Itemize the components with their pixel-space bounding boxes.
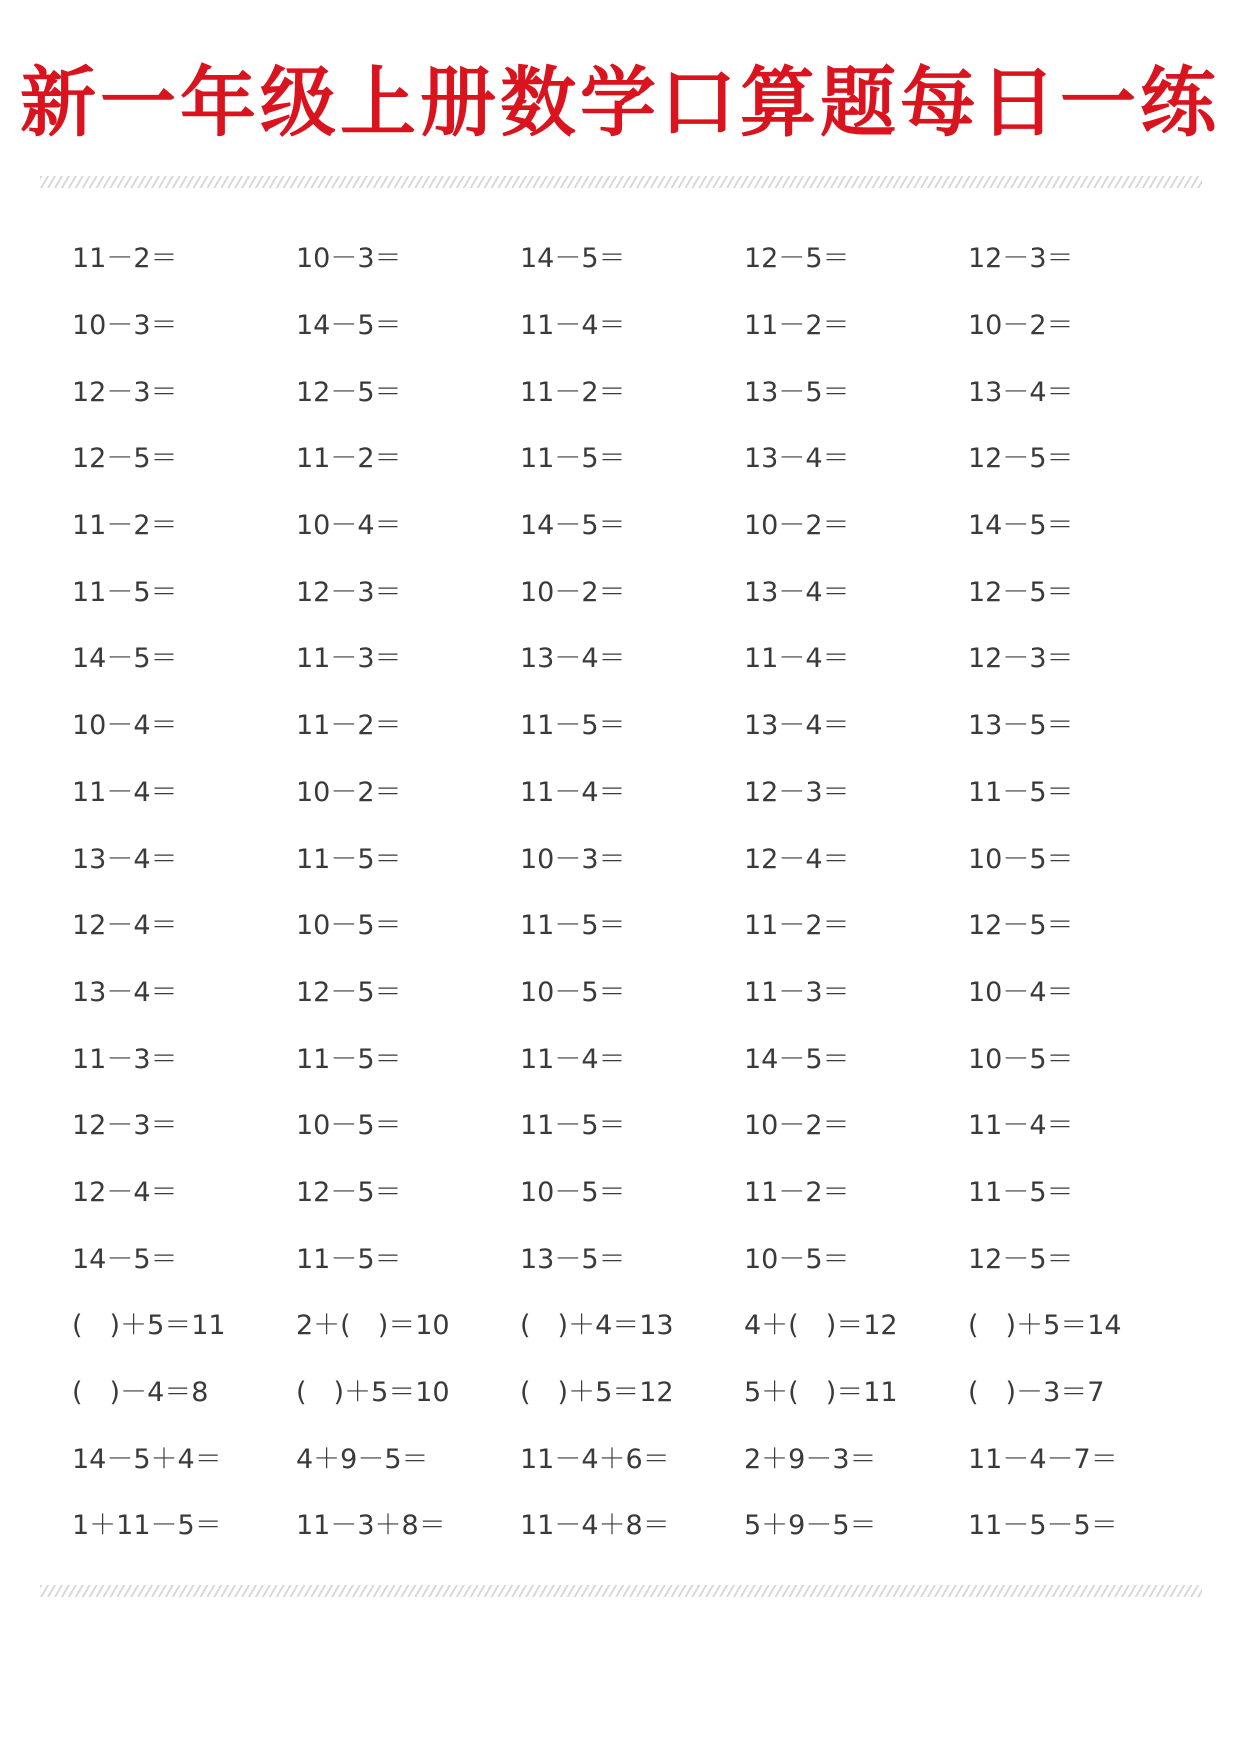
math-problem: 10－2＝ (520, 576, 626, 608)
problem-row (72, 826, 1192, 893)
math-problem: 10－5＝ (968, 843, 1074, 875)
math-problem: 11－2＝ (296, 443, 402, 475)
math-problem: 11－2＝ (744, 310, 850, 342)
math-problem: 14－5＝ (72, 1243, 178, 1275)
math-problem: 2＋( )＝10 (296, 1310, 450, 1342)
math-problem: 12－5＝ (296, 976, 402, 1008)
math-problem: 11－4＝ (520, 776, 626, 808)
math-problem: 11－5＝ (520, 443, 626, 475)
math-problem: 10－4＝ (72, 710, 178, 742)
problem-row (72, 1360, 1192, 1427)
math-problem: 13－4＝ (968, 376, 1074, 408)
math-problem: 12－5＝ (968, 443, 1074, 475)
problem-row (72, 493, 1192, 560)
top-divider (40, 176, 1202, 188)
problem-row (72, 226, 1192, 293)
page-title: 新一年级上册数学口算题每日一练 (20, 58, 1220, 147)
math-problem: 11－4＝ (520, 310, 626, 342)
problem-row (72, 1426, 1192, 1493)
bottom-divider (40, 1585, 1202, 1597)
math-problem: 5＋( )＝11 (744, 1377, 898, 1409)
math-problem: 11－2＝ (296, 710, 402, 742)
math-problem: 11－5＝ (968, 1176, 1074, 1208)
math-problem: 11－5＝ (968, 776, 1074, 808)
math-problem: 12－5＝ (296, 1176, 402, 1208)
math-problem: ( )－3＝7 (968, 1377, 1105, 1409)
math-problem: 11－2＝ (72, 510, 178, 542)
math-problem: 14－5＝ (520, 510, 626, 542)
math-problem: 11－4＋6＝ (520, 1443, 670, 1475)
math-problem: ( )＋5＝11 (72, 1310, 226, 1342)
math-problem: 10－5＝ (520, 976, 626, 1008)
math-problem: 10－3＝ (72, 310, 178, 342)
math-problem: 13－4＝ (744, 710, 850, 742)
math-problem: 10－2＝ (744, 1110, 850, 1142)
math-problem: 11－4＝ (744, 643, 850, 675)
math-problem: 10－5＝ (968, 1043, 1074, 1075)
math-problem: 10－5＝ (296, 910, 402, 942)
math-problem: 11－4－7＝ (968, 1443, 1118, 1475)
math-problem: 12－3＝ (744, 776, 850, 808)
math-problem: 12－5＝ (968, 1243, 1074, 1275)
math-problem: 12－3＝ (968, 243, 1074, 275)
math-problem: 14－5＝ (72, 643, 178, 675)
math-problem: 11－5＝ (520, 710, 626, 742)
math-problem: 10－2＝ (744, 510, 850, 542)
math-problem: 11－2＝ (744, 910, 850, 942)
math-problem: 13－4＝ (744, 576, 850, 608)
math-problem: 13－4＝ (744, 443, 850, 475)
problem-row (72, 1493, 1192, 1560)
math-problem: 11－5＝ (296, 1043, 402, 1075)
math-problem: 11－5－5＝ (968, 1510, 1118, 1542)
math-problem: 12－3＝ (72, 1110, 178, 1142)
math-problem: 11－5＝ (520, 910, 626, 942)
math-problem: 12－4＝ (72, 910, 178, 942)
problem-row (72, 359, 1192, 426)
math-problem: 14－5＝ (296, 310, 402, 342)
math-problem: 11－4＝ (968, 1110, 1074, 1142)
math-problem: 11－3＋8＝ (296, 1510, 446, 1542)
math-problem: ( )＋5＝10 (296, 1377, 450, 1409)
problem-grid (72, 226, 1192, 1560)
math-problem: 11－3＝ (72, 1043, 178, 1075)
math-problem: 11－4＋8＝ (520, 1510, 670, 1542)
math-problem: 12－3＝ (296, 576, 402, 608)
math-problem: 11－4＝ (72, 776, 178, 808)
math-problem: 12－5＝ (744, 243, 850, 275)
math-problem: 13－5＝ (968, 710, 1074, 742)
math-problem: 11－2＝ (72, 243, 178, 275)
problem-row (72, 293, 1192, 360)
math-problem: 10－5＝ (520, 1176, 626, 1208)
problem-row (72, 1093, 1192, 1160)
math-problem: 10－4＝ (296, 510, 402, 542)
math-problem: ( )＋5＝12 (520, 1377, 674, 1409)
math-problem: 10－5＝ (744, 1243, 850, 1275)
math-problem: 11－5＝ (72, 576, 178, 608)
math-problem: 11－5＝ (520, 1110, 626, 1142)
problem-row (72, 960, 1192, 1027)
problem-row (72, 426, 1192, 493)
math-problem: 1＋11－5＝ (72, 1510, 222, 1542)
math-problem: 13－5＝ (744, 376, 850, 408)
math-problem: 12－3＝ (72, 376, 178, 408)
math-problem: ( )＋4＝13 (520, 1310, 674, 1342)
math-problem: 10－5＝ (296, 1110, 402, 1142)
problem-row (72, 559, 1192, 626)
problem-row (72, 1160, 1192, 1227)
problem-row (72, 893, 1192, 960)
math-problem: 14－5＝ (968, 510, 1074, 542)
math-problem: 13－4＝ (72, 843, 178, 875)
problem-row (72, 1026, 1192, 1093)
math-problem: 12－5＝ (72, 443, 178, 475)
problem-row (72, 1293, 1192, 1360)
math-problem: 14－5＝ (520, 243, 626, 275)
math-problem: 10－4＝ (968, 976, 1074, 1008)
math-problem: 12－5＝ (968, 910, 1074, 942)
math-problem: 4＋9－5＝ (296, 1443, 429, 1475)
math-problem: 13－4＝ (520, 643, 626, 675)
math-problem: 12－5＝ (296, 376, 402, 408)
math-problem: 11－4＝ (520, 1043, 626, 1075)
problem-row (72, 1226, 1192, 1293)
math-problem: 12－5＝ (968, 576, 1074, 608)
math-problem: 11－2＝ (744, 1176, 850, 1208)
math-problem: 11－3＝ (296, 643, 402, 675)
math-problem: 10－3＝ (520, 843, 626, 875)
math-problem: ( )－4＝8 (72, 1377, 209, 1409)
math-problem: 12－3＝ (968, 643, 1074, 675)
problem-row (72, 693, 1192, 760)
math-problem: 13－5＝ (520, 1243, 626, 1275)
math-problem: 10－3＝ (296, 243, 402, 275)
math-problem: 11－3＝ (744, 976, 850, 1008)
math-problem: ( )＋5＝14 (968, 1310, 1122, 1342)
math-problem: 11－5＝ (296, 843, 402, 875)
math-problem: 11－2＝ (520, 376, 626, 408)
problem-row (72, 760, 1192, 827)
math-problem: 10－2＝ (296, 776, 402, 808)
math-problem: 12－4＝ (72, 1176, 178, 1208)
problem-row (72, 626, 1192, 693)
math-problem: 13－4＝ (72, 976, 178, 1008)
math-problem: 5＋9－5＝ (744, 1510, 877, 1542)
math-problem: 10－2＝ (968, 310, 1074, 342)
math-problem: 14－5＝ (744, 1043, 850, 1075)
math-problem: 14－5＋4＝ (72, 1443, 222, 1475)
math-problem: 11－5＝ (296, 1243, 402, 1275)
math-problem: 2＋9－3＝ (744, 1443, 877, 1475)
math-problem: 4＋( )＝12 (744, 1310, 898, 1342)
math-problem: 12－4＝ (744, 843, 850, 875)
